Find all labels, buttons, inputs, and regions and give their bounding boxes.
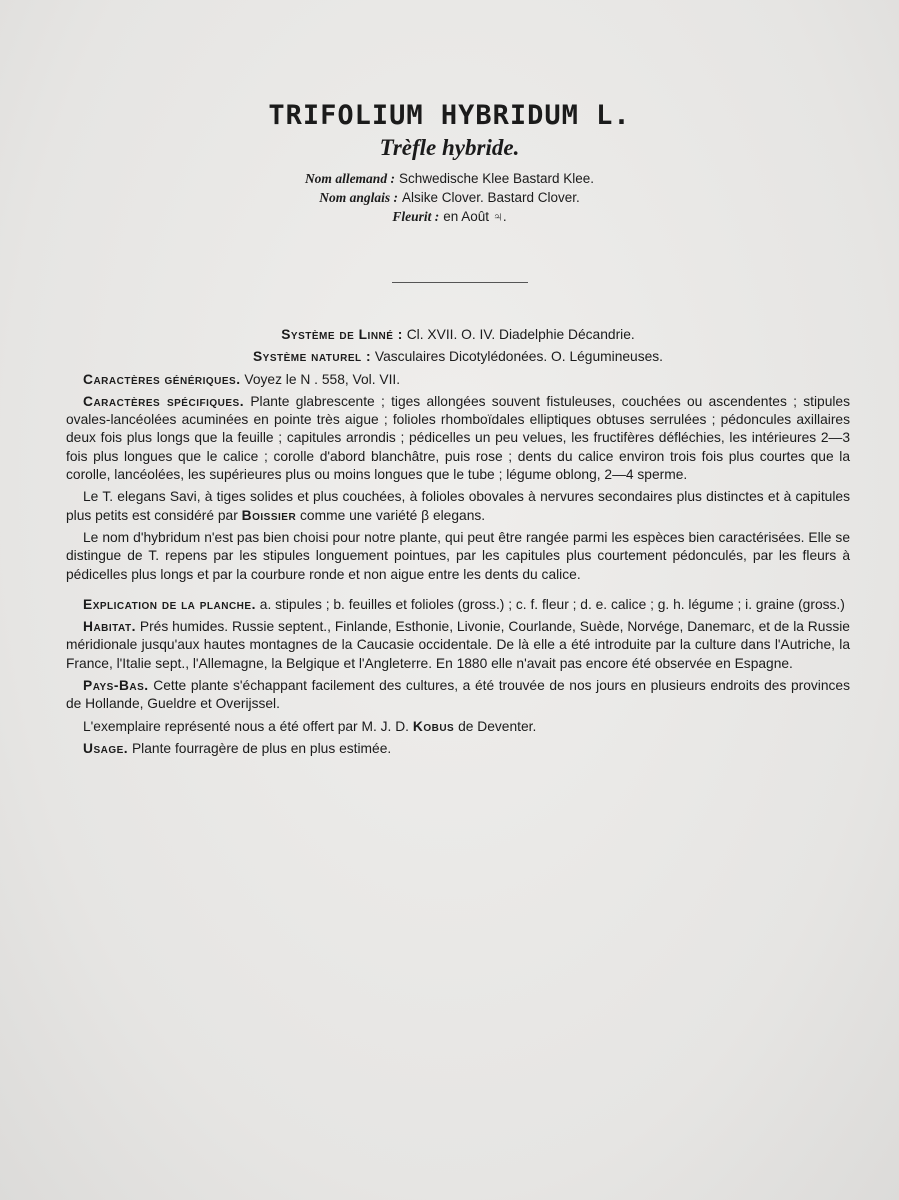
common-name: Trèfle hybride. — [379, 135, 520, 160]
flowering — [0, 207, 899, 226]
systeme-linne-label: Système de Linné : — [281, 327, 403, 342]
caracteres-generiques-value: Voyez le N . 558, Vol. VII. — [244, 371, 401, 387]
systeme-naturel-label: Système naturel : — [252, 349, 372, 365]
systeme-naturel-value: Vasculaires Dicotylédonées. O. Légumineuses. — [374, 349, 664, 365]
flowering-label: Fleurit : — [392, 209, 440, 224]
exemplaire-text-before: L'exemplaire représenté nous a été offert par M. J. D. — [83, 718, 410, 734]
pays-bas-value: Cette plante s'échappant facilement des cultures, a été trouvée de nos jours en plusieurs endroits des provinces de Hollande, Gueldre et Overijssel. — [66, 678, 850, 712]
name-english-label: Nom anglais : — [319, 190, 398, 205]
vernacular-names — [0, 169, 899, 226]
donor-kobus: Kobus — [412, 718, 455, 734]
systeme-linne-value: Cl. XVII. O. IV. Diadelphie Décandrie. — [406, 327, 635, 342]
name-german-label: Nom allemand : — [304, 171, 395, 186]
caracteres-specifiques-label: Caractères spécifiques. — [83, 393, 245, 409]
caracteres-specifiques-value: Plante glabrescente ; tiges allongées souvent fistuleuses, couchées ou ascendentes ; stipules ovales-lancéolées acuminées en pointe très aigue ; folioles rhomboïdales elliptiques obtuses serrulées ; pédoncules axillaires deux fois plus longs que la feuille ; capitules arrondis ; pédicelles un peu velues, les fructifères défléchies, les intérieures 2—3 fois plus longues que le calice ; corolle d'abord blanchâtre, puis rose ; dents du calice environ trois fois plus courtes que la corolle, lancéolées, les supérieures plus ou moins longues que le tube ; légume oblong, 2—4 sperme. — [66, 393, 851, 483]
pays-bas-label: Pays-Bas. — [83, 678, 149, 694]
caracteres-generiques-label: Caractères génériques. — [83, 371, 241, 387]
habitat-value: Prés humides. Russie septent., Finlande, Esthonie, Livonie, Courlande, Suède, Norvége, Danemarc, et de la Russie méridionale jusqu'aux hautes montagnes de la Caucasie occidentale. De là elle a été introduite par la culture dans l'Autriche, la France, l'Italie sept., l'Allemagne, la Belgique et l'Angleterre. En 1880 elle n'avait pas encore été observée en Espagne. — [66, 619, 850, 671]
caracteres-specifiques — [66, 393, 850, 484]
description-body — [66, 326, 850, 762]
explication-label: Explication de la planche. — [83, 596, 256, 612]
name-german-value: Schwedische Klee Bastard Klee. — [398, 171, 595, 186]
page-title: TRIFOLIUM HYBRIDUM L. — [268, 100, 631, 131]
exemplaire — [66, 718, 850, 736]
habitat-label: Habitat. — [83, 619, 136, 635]
caracteres-generiques — [66, 371, 850, 389]
habitat — [66, 618, 850, 673]
exemplaire-text-after: de Deventer. — [458, 718, 537, 734]
flowering-value: en Août ♃. — [443, 209, 507, 224]
name-german — [0, 169, 899, 188]
systeme-linne — [66, 326, 850, 344]
author-boissier: Boissier — [241, 507, 297, 523]
usage — [66, 740, 850, 758]
elegans-text-after: comme une variété β elegans. — [300, 507, 486, 523]
pays-bas — [66, 677, 850, 714]
systeme-naturel — [66, 348, 850, 366]
divider — [392, 282, 528, 283]
usage-label: Usage. — [83, 740, 129, 756]
elegans-text-before: Le T. elegans Savi, à tiges solides et plus couchées, à folioles obovales à nervures secondaires plus distinctes et à capitules plus petits est considéré par — [66, 489, 850, 523]
explication-value: a. stipules ; b. feuilles et folioles (gross.) ; c. f. fleur ; d. e. calice ; g. h. légume ; i. graine (gross.) — [259, 596, 845, 612]
header — [0, 100, 899, 226]
explication-planche — [66, 596, 850, 614]
usage-value: Plante fourragère de plus en plus estimée. — [131, 740, 392, 756]
name-english-value: Alsike Clover. Bastard Clover. — [401, 190, 580, 205]
elegans-paragraph — [66, 488, 850, 525]
name-english — [0, 188, 899, 207]
hybridum-paragraph: Le nom d'hybridum n'est pas bien choisi pour notre plante, qui peut être rangée parmi les espèces bien caractérisées. Elle se distingue de T. repens par les stipules longuement pointues, par les capitules plus courtement pédonculés, par les fleurs à pédicelles plus longs et par la courbure ronde et non aigue entre les dents du calice. — [66, 529, 850, 582]
